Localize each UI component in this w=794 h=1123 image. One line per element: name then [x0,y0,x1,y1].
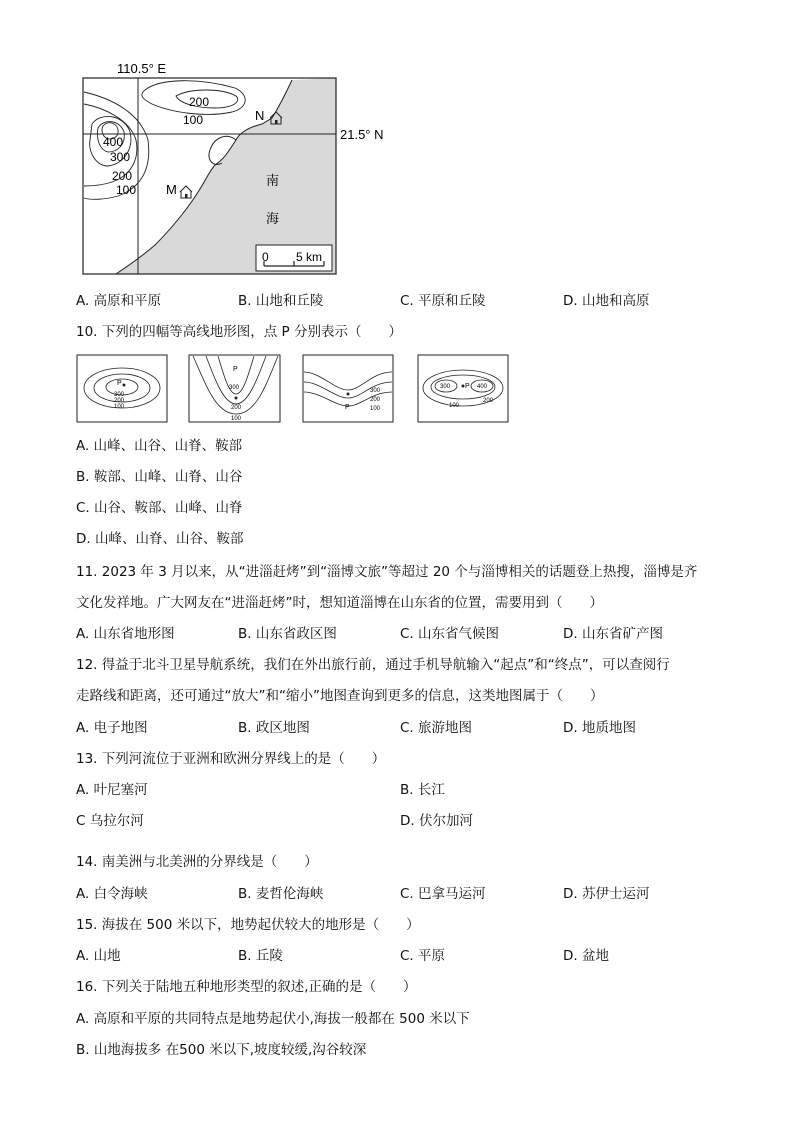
fig4-200: 200 [483,398,494,404]
q11-line-1: 11. 2023 年 3 月以来，从“进淄赶烤”到“淄博文旅”等超过 20 个与淄博相关的话题登上热搜，淄博是齐 [76,564,698,580]
q15-option-c: C. 平原 [400,948,446,964]
sea-char-1: 南 [266,174,280,189]
q10-stem: 10. 下列的四幅等高线地形图，点 P 分别表示（ ） [76,324,402,340]
q10-figures [0,352,794,432]
fig4-300: 300 [440,384,451,390]
q13-option-c: C 乌拉尔河 [76,813,144,829]
q10-option-c: C. 山谷、鞍部、山峰、山脊 [76,500,243,516]
fig4-400: 400 [477,384,488,390]
fig4-p: P [465,383,470,390]
fig3-300: 300 [370,388,381,394]
scale-zero: 0 [262,250,269,264]
q11-line-2: 文化发祥地。广大网友在“进淄赶烤”时，想知道淄博在山东省的位置，需要用到（ ） [76,595,603,611]
q11-option-b: B. 山东省政区图 [238,626,337,642]
q15-stem: 15. 海拔在 500 米以下，地势起伏较大的地形是（ ） [76,917,420,933]
q15-option-b: B. 丘陵 [238,948,283,964]
q9-option-c: C. 平原和丘陵 [400,293,486,309]
fig1-300: 300 [114,392,125,398]
q14-option-a: A. 白令海峡 [76,886,148,902]
contour-label-200-west: 200 [112,169,133,183]
q10-option-b: B. 鞍部、山峰、山脊、山谷 [76,469,243,485]
q12-option-a: A. 电子地图 [76,720,148,736]
lat-label: 21.5° N [340,127,384,142]
q10-option-d: D. 山峰、山脊、山谷、鞍部 [76,531,244,547]
point-n-label: N [255,108,265,123]
fig4-100: 100 [449,403,460,409]
contour-label-100-north: 100 [183,113,204,127]
q9-option-d: D. 山地和高原 [563,293,650,309]
sea-char-2: 海 [266,212,280,227]
q12-line-2: 走路线和距离，还可通过“放大”和“缩小”地图查询到更多的信息，这类地图属于（ ） [76,688,604,704]
contour-map [0,0,794,300]
scale-km: 5 km [296,250,323,264]
q14-option-c: C. 巴拿马运河 [400,886,486,902]
q10-option-a: A. 山峰、山谷、山脊、鞍部 [76,438,243,454]
q10-figure-1 [77,355,167,422]
q14-option-b: B. 麦哲伦海峡 [238,886,324,902]
fig3-200: 200 [370,397,381,403]
q16-option-a: A. 高原和平原的共同特点是地势起伏小,海拔一般都在 500 米以下 [76,1011,470,1027]
q10-figure-4 [418,355,508,422]
q16-option-b: B. 山地海拔多 在500 米以下,坡度较缓,沟谷较深 [76,1042,367,1058]
fig3-100: 100 [370,406,381,412]
q12-option-b: B. 政区地图 [238,720,310,736]
q11-option-c: C. 山东省气候图 [400,626,500,642]
q15-option-a: A. 山地 [76,948,121,964]
point-m-label: M [166,182,177,197]
q10-figure-2 [189,355,280,422]
lon-label: 110.5° E [117,61,167,76]
q12-option-c: C. 旅游地图 [400,720,473,736]
q12-line-1: 12. 得益于北斗卫星导航系统，我们在外出旅行前，通过手机导航输入“起点”和“终点”，可以查阅行 [76,657,670,673]
contour-label-300: 300 [110,150,131,164]
fig1-200: 200 [114,398,125,404]
q11-option-d: D. 山东省矿产图 [563,626,663,642]
q13-option-a: A. 叶尼塞河 [76,782,148,798]
q10-figure-3 [303,355,393,422]
q14-stem: 14. 南美洲与北美洲的分界线是（ ） [76,854,318,870]
fig1-100: 100 [114,404,125,410]
q9-option-a: A. 高原和平原 [76,293,162,309]
fig2-300: 300 [229,385,240,391]
q11-option-a: A. 山东省地形图 [76,626,175,642]
fig1-p: P [117,380,122,387]
q13-stem: 13. 下列河流位于亚洲和欧洲分界线上的是（ ） [76,751,386,767]
q12-option-d: D. 地质地图 [563,720,636,736]
fig3-p: P [345,404,350,411]
q13-option-d: D. 伏尔加河 [400,813,473,829]
house-icon-m [180,186,192,198]
fig2-100: 100 [231,416,242,422]
contour-label-400: 400 [103,135,124,149]
scale-bar [256,245,332,271]
q16-stem: 16. 下列关于陆地五种地形类型的叙述,正确的是（ ） [76,979,417,995]
q14-option-d: D. 苏伊士运河 [563,886,650,902]
q9-option-b: B. 山地和丘陵 [238,293,324,309]
q15-option-d: D. 盆地 [563,948,609,964]
contour-label-200-north: 200 [189,95,210,109]
q13-option-b: B. 长江 [400,782,445,798]
contour-label-100-west: 100 [116,183,137,197]
fig2-200: 200 [231,405,242,411]
fig2-p: P [233,366,238,373]
